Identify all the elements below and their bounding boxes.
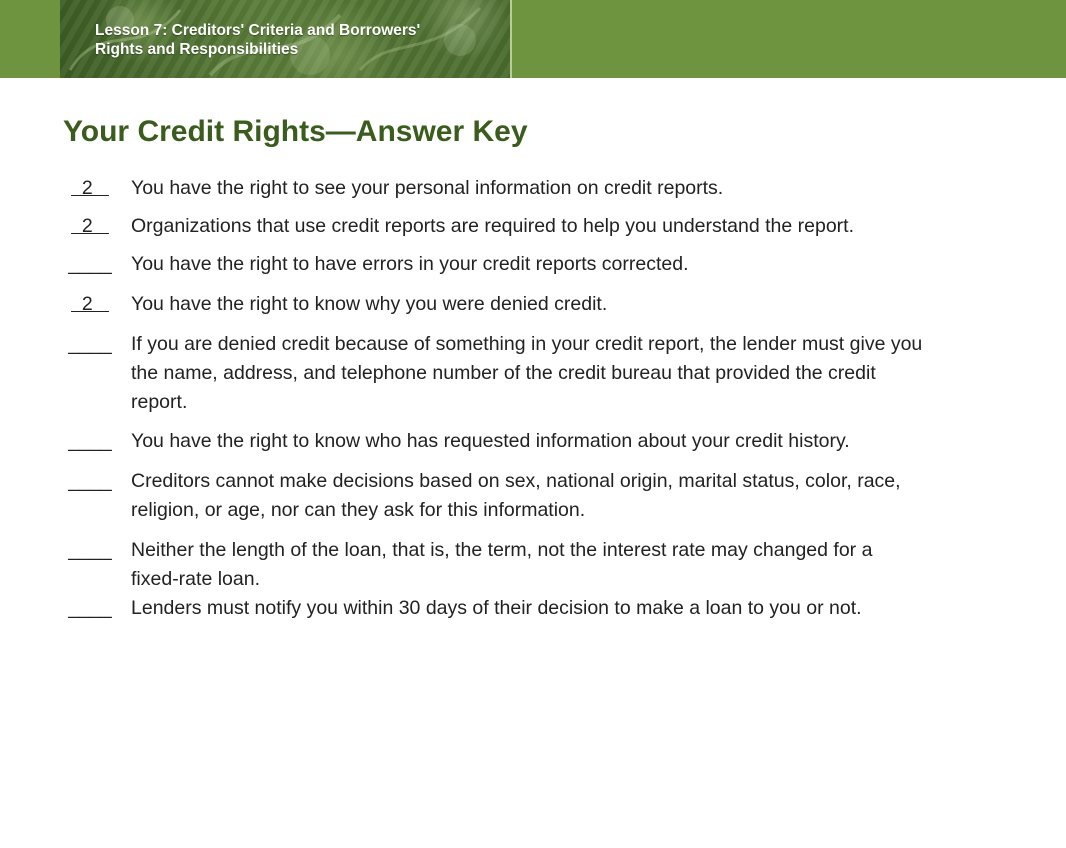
item-text: Neither the length of the loan, that is, the term, not the interest rate may changed for a fixed-rate loan. (131, 539, 873, 590)
list-item (64, 212, 924, 241)
list-item (64, 427, 924, 456)
list-item (64, 467, 924, 525)
item-text: You have the right to have errors in your credit reports corrected. (131, 253, 689, 275)
answer-blank: ____ (68, 539, 112, 561)
banner-photo (60, 0, 512, 78)
item-text: Creditors cannot make decisions based on sex, national origin, marital status, color, race, religion, or age, nor can they ask for this information. (131, 470, 901, 521)
item-text: Lenders must notify you within 30 days of their decision to make a loan to you or not. (131, 597, 862, 619)
header-banner (0, 0, 1066, 78)
answer-blank: 2 (71, 177, 109, 199)
answer-blank: ____ (68, 470, 112, 492)
list-item (64, 330, 924, 417)
list-item (64, 536, 924, 594)
lesson-title: Lesson 7: Creditors' Criteria and Borrowers' Rights and Responsibilities (95, 22, 421, 58)
list-item (64, 594, 924, 623)
item-text: You have the right to see your personal information on credit reports. (131, 177, 724, 199)
answer-blank: ____ (68, 597, 112, 619)
answer-blank: ____ (68, 253, 112, 275)
list-item (64, 290, 924, 319)
list-item (64, 250, 924, 279)
page-title: Your Credit Rights—Answer Key (63, 115, 528, 148)
answer-blank: ____ (68, 430, 112, 452)
item-text: You have the right to know who has requested information about your credit history. (131, 430, 850, 452)
item-text: You have the right to know why you were denied credit. (131, 293, 608, 315)
list-item (64, 174, 924, 203)
item-text: Organizations that use credit reports are required to help you understand the report. (131, 215, 855, 237)
answer-blank: 2 (71, 293, 109, 315)
rights-list (64, 174, 924, 623)
answer-blank: 2 (71, 215, 109, 237)
answer-blank: ____ (68, 333, 112, 355)
item-text: If you are denied credit because of something in your credit report, the lender must give you the name, address, and telephone number of the credit bureau that provided the credit report. (131, 333, 923, 413)
